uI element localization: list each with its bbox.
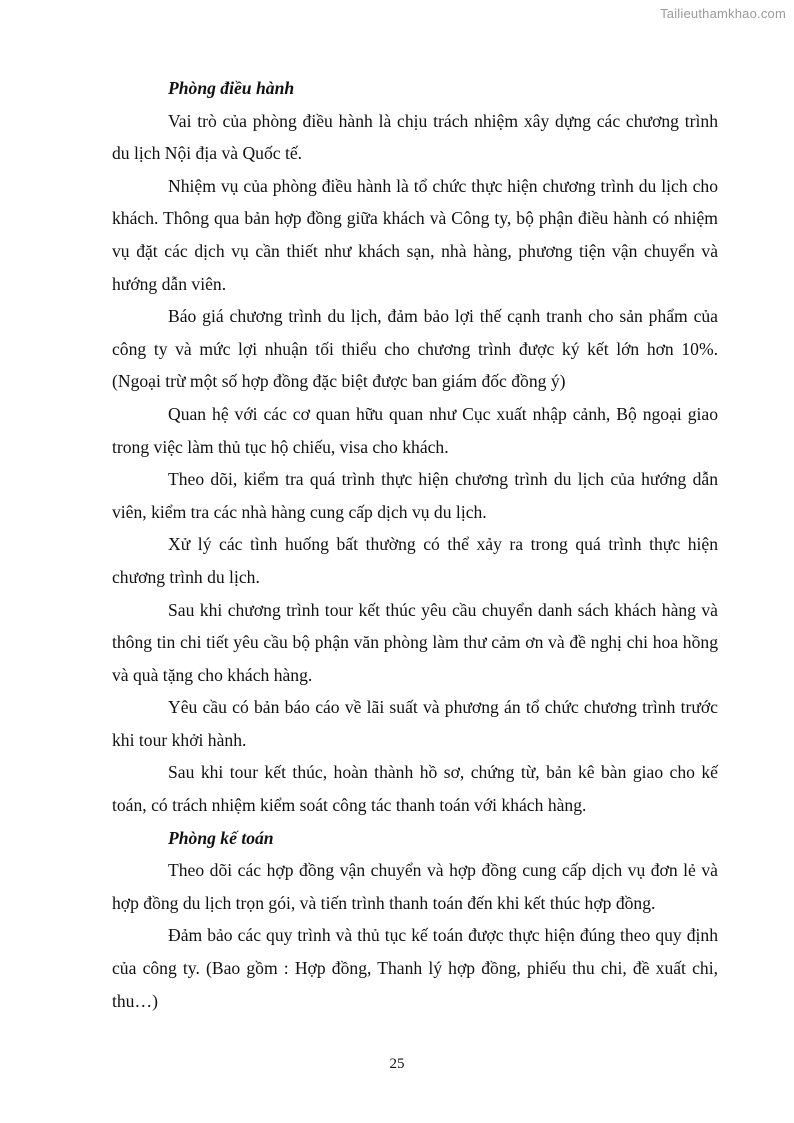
section-heading-phong-dieu-hanh: Phòng điều hành — [168, 78, 295, 98]
paragraph: Báo giá chương trình du lịch, đảm bảo lợi thế cạnh tranh cho sản phẩm của công ty và mức lợi nhuận tối thiểu cho chương trình được ký kết lớn hơn 10%. (Ngoại trừ một số hợp đồng đặc biệt được ban giám đốc đồng ý) — [112, 306, 718, 392]
paragraph: Theo dõi, kiểm tra quá trình thực hiện chương trình du lịch của hướng dẫn viên, kiểm tra các nhà hàng cung cấp dịch vụ du lịch. — [112, 469, 718, 522]
paragraph: Quan hệ với các cơ quan hữu quan như Cục xuất nhập cảnh, Bộ ngoại giao trong việc làm thủ tục hộ chiếu, visa cho khách. — [112, 403, 718, 457]
watermark: Tailieuthamkhao.com — [660, 6, 786, 21]
paragraph: Đảm bảo các quy trình và thủ tục kế toán được thực hiện đúng theo quy định của công ty. (Bao gồm : Hợp đồng, Thanh lý hợp đồng, phiếu thu chi, đề xuất chi, thu…) — [112, 925, 718, 1011]
paragraph: Yêu cầu có bản báo cáo về lãi suất và phương án tổ chức chương trình trước khi tour khởi hành. — [112, 697, 718, 750]
paragraph: Sau khi tour kết thúc, hoàn thành hồ sơ, chứng từ, bản kê bàn giao cho kế toán, có trách nhiệm kiểm soát công tác thanh toán với khách hàng. — [112, 762, 718, 816]
paragraph: Xử lý các tình huống bất thường có thể xảy ra trong quá trình thực hiện chương trình du lịch. — [112, 534, 718, 587]
page-number: 25 — [389, 1056, 405, 1072]
section-heading-phong-ke-toan: Phòng kế toán — [168, 827, 274, 848]
paragraph: Nhiệm vụ của phòng điều hành là tổ chức thực hiện chương trình du lịch cho khách. Thông qua bản hợp đồng giữa khách và Công ty, bộ phận điều hành có nhiệm vụ đặt các dịch vụ cần thiết như khách sạn, nhà hàng, phương tiện vận chuyển và hướng dẫn viên. — [112, 175, 718, 294]
paragraph: Sau khi chương trình tour kết thúc yêu cầu chuyển danh sách khách hàng và thông tin chi tiết yêu cầu bộ phận văn phòng làm thư cảm ơn và đề nghị chi hoa hồng và quà tặng cho khách hàng. — [112, 599, 718, 685]
document-body — [112, 72, 718, 1017]
paragraph: Theo dõi các hợp đồng vận chuyển và hợp đồng cung cấp dịch vụ đơn lẻ và hợp đồng du lịch trọn gói, và tiến trình thanh toán đến khi kết thúc hợp đồng. — [112, 860, 718, 913]
paragraph: Vai trò của phòng điều hành là chịu trách nhiệm xây dựng các chương trình du lịch Nội địa và Quốc tế. — [112, 110, 718, 164]
